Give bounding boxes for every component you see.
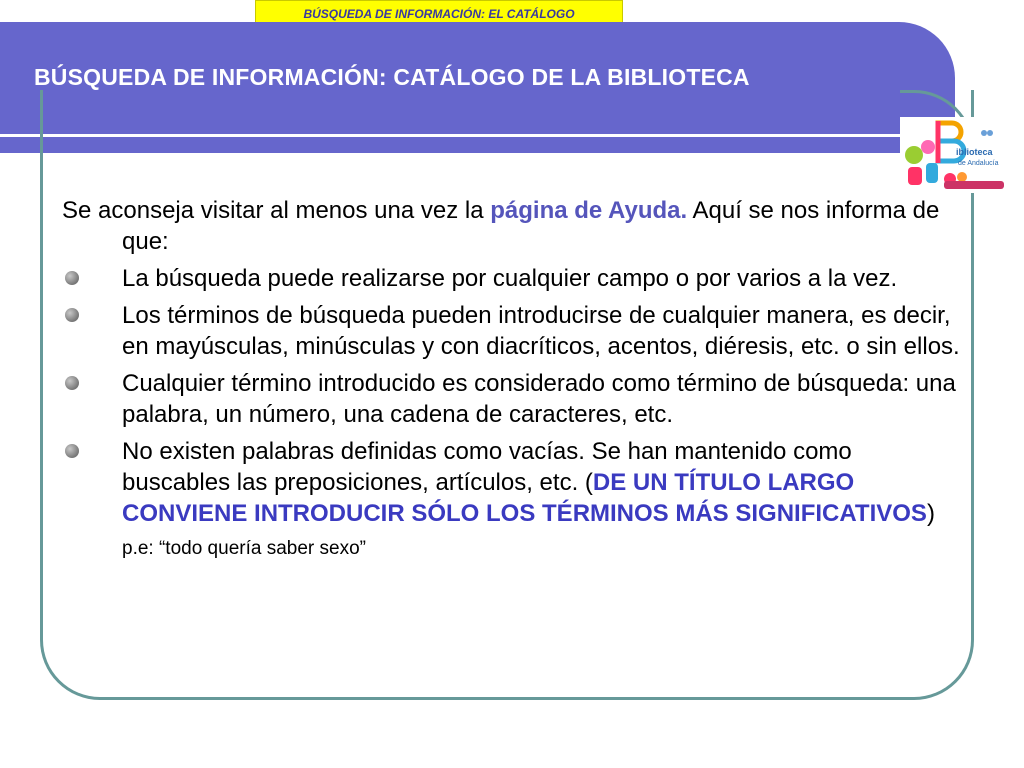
svg-text:de Andalucía: de Andalucía: [958, 160, 999, 167]
bullet-text: Cualquier término introducido es considerado como término de búsqueda: una palabra, un número, una cadena de caracteres, etc.: [122, 370, 956, 428]
section-tab: BÚSQUEDA DE INFORMACIÓN: EL CATÁLOGO: [255, 0, 623, 26]
list-item: [62, 263, 962, 294]
bullet-text: Los términos de búsqueda pueden introducirse de cualquier manera, es decir, en mayúsculas, minúsculas y con diacríticos, acentos, diéresis, etc. o sin ellos.: [122, 302, 960, 360]
library-logo-icon: [900, 117, 1018, 193]
intro-paragraph: [62, 195, 962, 257]
list-item: [62, 436, 962, 564]
bullet-text: No existen palabras definidas como vacías. Se han mantenido como buscables las preposiciones, artículos, etc. (: [122, 438, 852, 496]
emphasis-text: DE UN TÍTULO LARGO CONVIENE INTRODUCIR SÓLO LOS TÉRMINOS MÁS SIGNIFICATIVOS: [122, 469, 927, 527]
list-item: [62, 368, 962, 430]
bullet-icon: [65, 376, 79, 390]
example-text: p.e: “todo quería saber sexo”: [122, 538, 366, 559]
slide-body: [62, 195, 962, 570]
list-item: [62, 300, 962, 362]
intro-text-start: Se aconseja visitar al menos una vez la: [62, 197, 491, 224]
bullet-text: La búsqueda puede realizarse por cualquier campo o por varios a la vez.: [122, 265, 898, 292]
help-page-reference: página de Ayuda.: [490, 197, 688, 224]
bullet-text-close: ): [926, 500, 935, 527]
bullet-icon: [65, 444, 79, 458]
intro-text-end: Aquí se nos informa de que:: [122, 197, 940, 255]
bibliotecas-logo: [900, 117, 1018, 193]
bullet-list: [62, 263, 962, 564]
slide-title: BÚSQUEDA DE INFORMACIÓN: CATÁLOGO DE LA BIBLIOTECA: [34, 64, 750, 90]
bullet-icon: [65, 271, 79, 285]
svg-text:iblioteca: iblioteca: [956, 147, 993, 157]
bullet-icon: [65, 308, 79, 322]
